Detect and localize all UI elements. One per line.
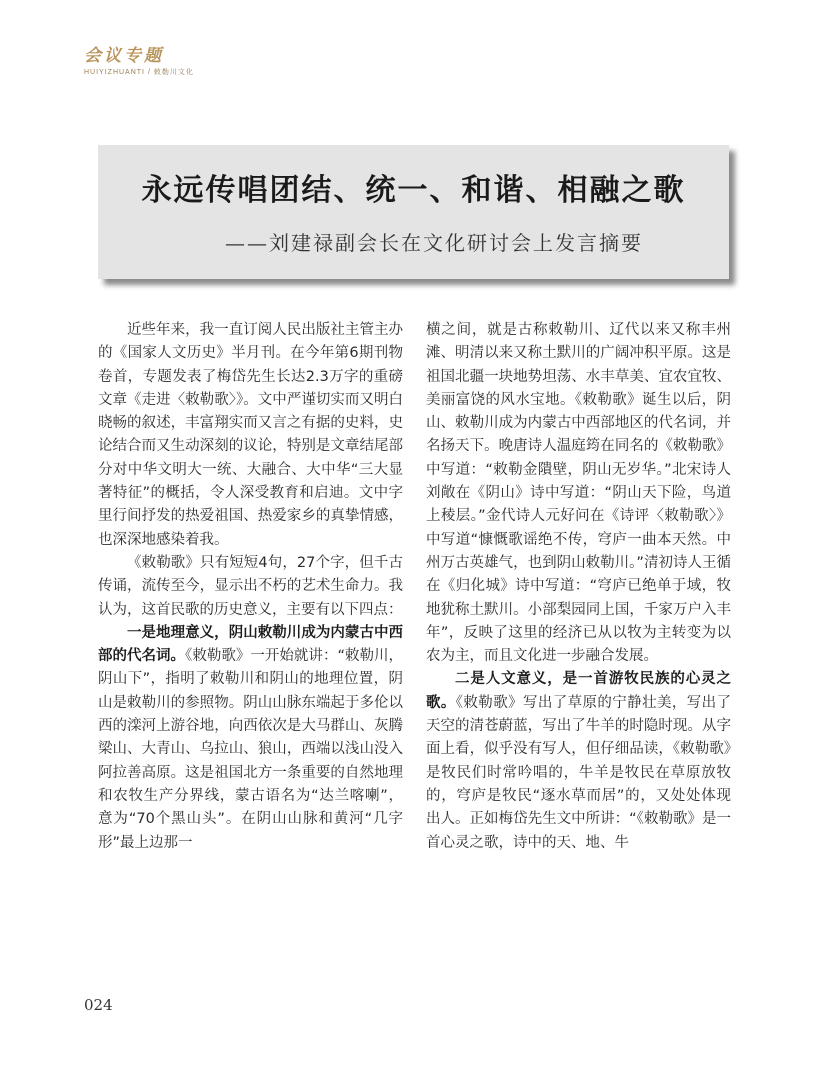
paragraph-overview: 《敕勒歌》只有短短4句，27个字，但千古传诵，流传至今，显示出不朽的艺术生命力。我认为，这首民歌的历史意义，主要有以下四点： [98,554,403,618]
humanities-text: 《敕勒歌》写出了草原的宁静壮美，写出了天空的清苍蔚蓝，写出了牛羊的时隐时现。从字面上看，似乎没有写人，但仔细品读，《敕勒歌》是牧民们时常吟唱的，牛羊是牧民在草原放牧的，穹庐是牧民“逐水草而居”的，又处处体现出人。正如梅岱先生文中所讲：“《敕勒歌》是一首心灵之歌，诗中的天、地、牛 [426,694,732,851]
paragraph-intro: 近些年来，我一直订阅人民出版社主管主办的《国家人文历史》半月刊。在今年第6期刊物卷首，专题发表了梅岱先生长达2.3万字的重磅文章《走进〈敕勒歌〉》。文中严谨切实而又明白晓畅的叙述，丰富翔实而又言之有据的史料，史论结合而又生动深刻的议论，特别是文章结尾部分对中华文明大一统、大融合、大中华“三大显著特征”的概括，令人深受教育和启迪。文中字里行间抒发的热爱祖国、热爱家乡的真挚情感，也深深地感染着我。 [98,322,403,548]
geography-heading: 一是地理意义，阴山敕勒川成为内蒙古中西部的代名词。 [98,624,403,665]
section-subtitle: HUIYIZHUANTI / 敕勒川文化 [84,69,194,76]
article-title: 永远传唱团结、统一、和谐、相融之歌 [141,173,686,208]
section-header [84,46,194,77]
paragraph-geography [98,622,403,855]
paragraph-humanities [426,668,731,854]
title-banner [98,145,729,279]
left-column [98,319,403,855]
page-number: 024 [84,996,113,1014]
paragraph-geography-continued: 横之间，就是古称敕勒川、辽代以来又称丰州滩、明清以来又称土默川的广阔冲积平原。这是祖国北疆一块地势坦荡、水丰草美、宜农宜牧、美丽富饶的风水宝地。《敕勒歌》诞生以后，阴山、敕勒川成为内蒙古中西部地区的代名词，并名扬天下。晚唐诗人温庭筠在同名的《敕勒歌》中写道：“敕勒金隤壁，阴山无岁华。”北宋诗人刘敞在《阴山》诗中写道：“阴山天下险，鸟道上稜层。”金代诗人元好问在《诗评〈敕勒歌〉》中写道“慷慨歌谣绝不传，穹庐一曲本天然。中州万古英雄气，也到阴山敕勒川。”清初诗人王循在《归化城》诗中写道：“穹庐已绝单于域，牧地犹称土默川。小部梨园同上国，千家万户入丰年”，反映了这里的经济已从以牧为主转变为以农为主，而且文化进一步融合发展。 [426,322,731,665]
geography-text: 《敕勒歌》一开始就讲：“敕勒川，阴山下”，指明了敕勒川和阴山的地理位置，阴山是敕勒川的参照物。阴山山脉东端起于多伦以西的滦河上游谷地，向西依次是大马群山、灰腾梁山、大青山、乌拉山、狼山，西端以浅山没入阿拉善高原。这是祖国北方一条重要的自然地理和农牧生产分界线，蒙古语名为“达兰喀喇”，意为“70个黑山头”。在阴山山脉和黄河“几字形”最上边那一 [98,648,404,851]
section-title: 会议专题 [84,46,164,66]
article-subtitle: ——刘建禄副会长在文化研讨会上发言摘要 [225,231,643,255]
humanities-heading: 二是人文意义，是一首游牧民族的心灵之歌。 [426,671,731,711]
right-column [426,319,731,855]
